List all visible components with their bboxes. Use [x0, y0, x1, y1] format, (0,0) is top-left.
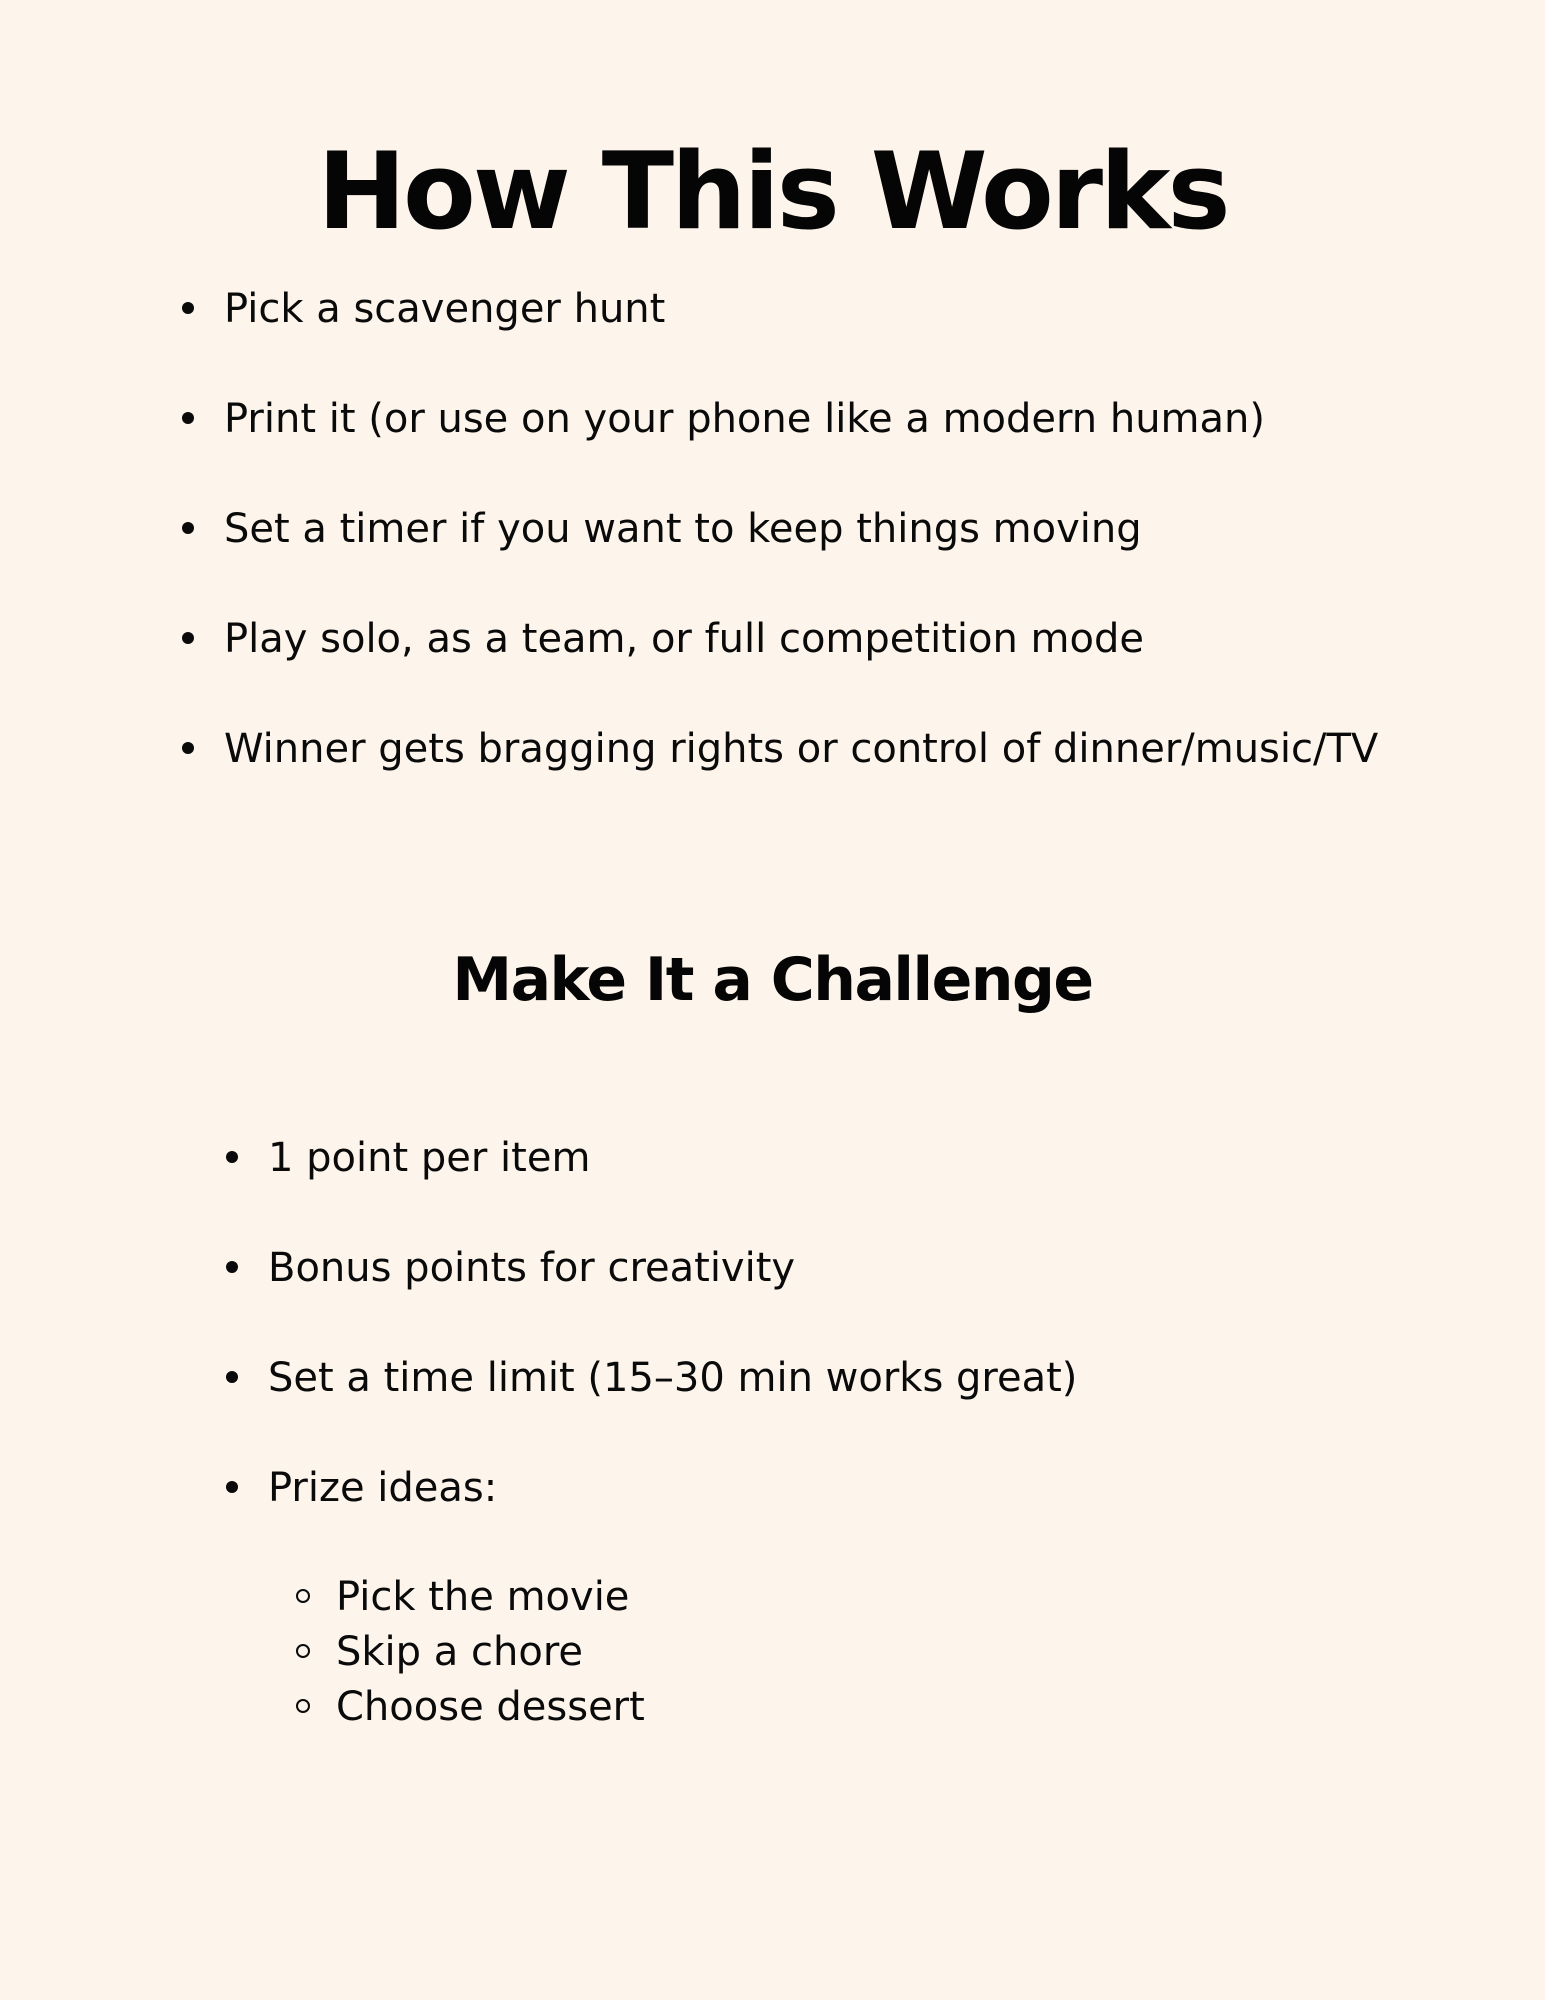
- list-item: [226, 1241, 1077, 1351]
- sub-list-item-text: Pick the movie: [336, 1574, 630, 1620]
- list-item-text: Set a time limit (15–30 min works great): [268, 1355, 1078, 1401]
- sub-list-item: [296, 1680, 645, 1735]
- hollow-bullet-icon: [296, 1644, 310, 1658]
- sub-list-item-text: Choose dessert: [336, 1684, 645, 1730]
- bullet-icon: [182, 632, 194, 644]
- list-item: [182, 392, 1378, 502]
- hollow-bullet-icon: [296, 1699, 310, 1713]
- list-item: [226, 1351, 1077, 1461]
- list-item-text: Bonus points for creativity: [268, 1245, 796, 1291]
- bullet-icon: [182, 412, 194, 424]
- bullet-icon: [182, 522, 194, 534]
- list-item: [226, 1461, 1077, 1571]
- sub-list-item: [296, 1625, 645, 1680]
- list-item-text: Pick a scavenger hunt: [224, 286, 666, 332]
- bullet-icon: [182, 302, 194, 314]
- bullet-icon: [226, 1371, 238, 1383]
- bullet-icon: [182, 742, 194, 754]
- list-item-text: Winner gets bragging rights or control of dinner/music/TV: [224, 726, 1379, 772]
- list-item-text: Print it (or use on your phone like a modern human): [224, 396, 1265, 442]
- list-item: [226, 1131, 1077, 1241]
- list-item: [182, 612, 1378, 722]
- sub-list-item-text: Skip a chore: [336, 1629, 583, 1675]
- list-item: [182, 282, 1378, 392]
- sub-list-item: [296, 1570, 645, 1625]
- list-item-text: Prize ideas:: [268, 1465, 498, 1511]
- hollow-bullet-icon: [296, 1589, 310, 1603]
- list-item-text: Set a timer if you want to keep things moving: [224, 506, 1142, 552]
- bullet-icon: [226, 1151, 238, 1163]
- bullet-icon: [226, 1481, 238, 1493]
- how-this-works-heading: How This Works: [317, 130, 1228, 253]
- list-item: [182, 502, 1378, 612]
- list-item-text: 1 point per item: [268, 1135, 591, 1181]
- how-this-works-list: [182, 282, 1378, 832]
- bullet-icon: [226, 1261, 238, 1273]
- list-item-text: Play solo, as a team, or full competition mode: [224, 616, 1144, 662]
- list-item: [182, 722, 1378, 832]
- challenge-list: [226, 1131, 1077, 1571]
- prize-ideas-list: [296, 1570, 645, 1735]
- make-it-a-challenge-heading: Make It a Challenge: [452, 945, 1093, 1015]
